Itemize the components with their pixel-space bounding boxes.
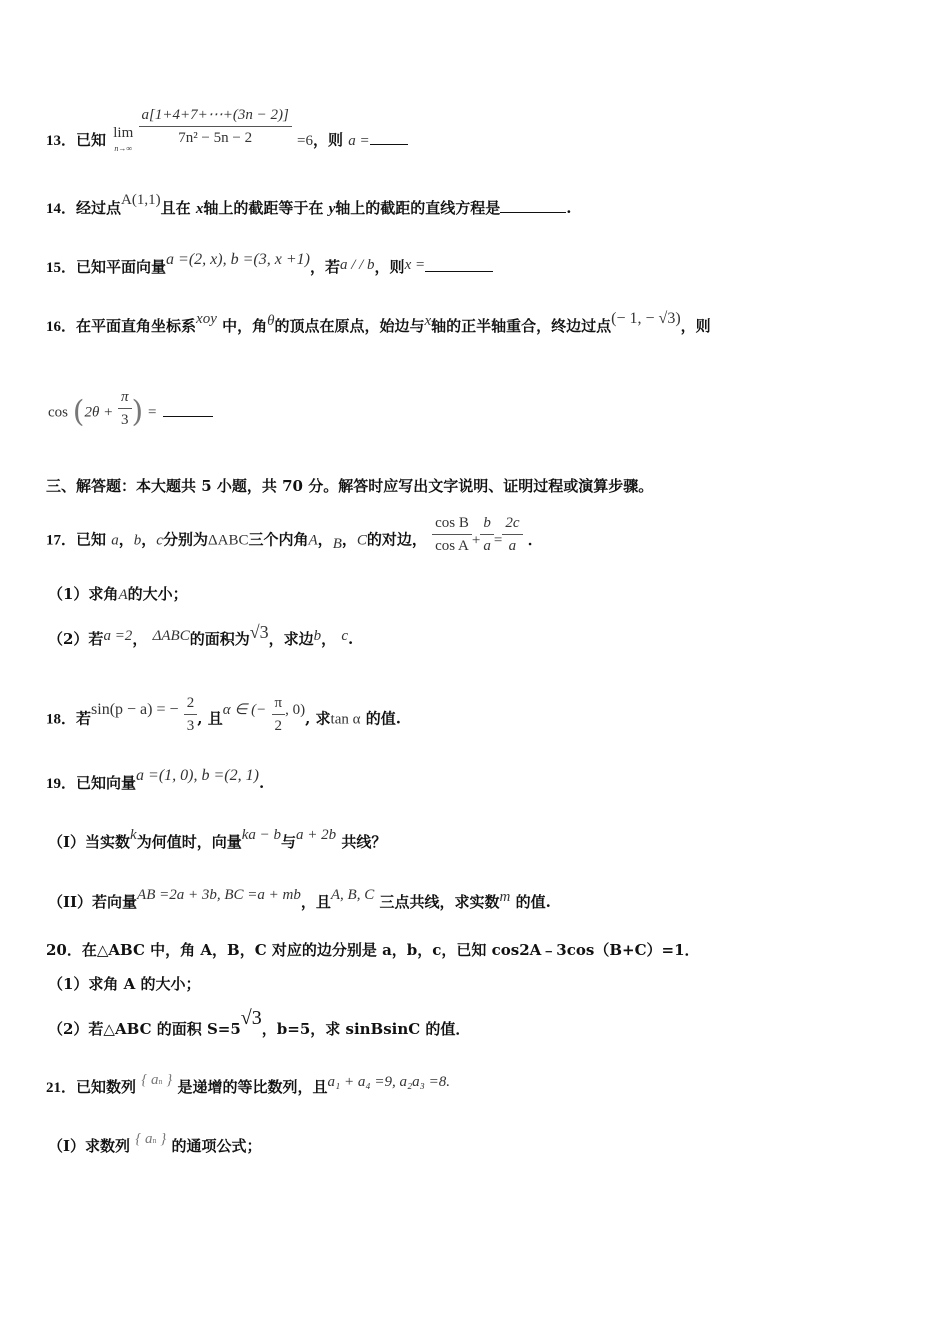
part-text: 的通项公式； <box>171 1137 262 1155</box>
fraction-numerator: π <box>121 389 129 405</box>
side-c: c <box>156 532 163 549</box>
fraction-numerator: a[1+4+7+⋯+(3n − 2)] <box>141 106 289 123</box>
q17-part2 <box>48 622 354 650</box>
part-label: （2）若 <box>48 630 104 648</box>
question-19 <box>46 767 265 794</box>
part-text: ，求边 <box>268 630 314 648</box>
q16-text: 轴的正半轴重合，终边过点 <box>431 317 612 335</box>
fraction-numerator: b <box>483 515 491 531</box>
part-text: ，且 <box>300 893 331 911</box>
q16-text: 中，角 <box>216 317 268 335</box>
part-text: 的值. <box>515 893 551 911</box>
fraction-denominator: 3 <box>118 408 132 431</box>
limit-value: =6 <box>297 133 313 149</box>
answer-blank[interactable] <box>163 403 213 417</box>
answer-blank[interactable] <box>500 199 566 213</box>
part-text: 的大小； <box>127 585 188 603</box>
part-text: 的面积为 <box>189 630 250 648</box>
side-b: b <box>313 628 322 644</box>
q17-period: ． <box>527 530 543 549</box>
b-over-a-fraction <box>480 512 494 557</box>
vector-defs: a =(1, 0), b =(2, 1) <box>136 767 259 784</box>
section-title: 三、解答题：本大题共 5 小题，共 70 分。解答时应写出文字说明、证明过程或演算步骤。 <box>46 477 654 495</box>
question-16 <box>46 310 711 337</box>
answer-blank[interactable] <box>425 258 493 272</box>
q19-part2 <box>48 887 551 913</box>
part-text: . <box>348 630 354 648</box>
q19-part1 <box>48 827 387 853</box>
q16-text: ，则 <box>680 317 711 335</box>
part-text: （1）求角 A 的大小； <box>48 975 201 993</box>
q16-text: 的顶点在原点，始边与 <box>274 317 425 335</box>
limit-operator: lim n→∞ <box>113 125 134 153</box>
fraction-numerator: 2c <box>505 515 520 531</box>
question-21 <box>46 1072 450 1100</box>
question-number: 21． <box>46 1080 77 1096</box>
q14-text: 经过点 <box>76 199 122 217</box>
fraction-denominator: 3 <box>184 714 198 737</box>
part-label: （1）求角 <box>48 585 119 603</box>
q19-period: . <box>258 774 265 792</box>
sqrt-three: √3 <box>240 1007 262 1029</box>
sequence-an: { an } <box>135 1131 167 1147</box>
section-heading <box>46 476 653 496</box>
expr-inner: 2θ + <box>84 404 114 421</box>
fraction-denominator: 2 <box>272 714 286 737</box>
part-label: （I）当实数 <box>48 833 131 851</box>
parallel-condition: a / / b <box>339 257 375 273</box>
sequence-condition: a₁ + a₄ =9, a₂a₃ =8. <box>327 1074 450 1090</box>
part-text: （2）若△ABC 的面积 S=5 <box>48 1020 241 1038</box>
vector-ka-minus-b: ka − b <box>241 827 281 843</box>
sequence-an: { an } <box>141 1072 173 1088</box>
q18-text: 的值. <box>365 709 401 728</box>
part-text: 与 <box>281 833 297 851</box>
question-text: 20．在△ABC 中，角 A，B，C 对应的边分别是 a，b，c，已知 cos2A﹣3cos（B+C）=1． <box>46 941 700 959</box>
q20-part1 <box>48 974 201 994</box>
angle-a: A <box>118 587 128 603</box>
question-number: 13． <box>46 133 77 149</box>
question-number: 18． <box>46 711 77 728</box>
area-value: √3 <box>249 622 269 642</box>
given-a: a =2 <box>103 628 133 644</box>
question-number: 14． <box>46 201 77 217</box>
q13-variable: a = <box>348 133 370 149</box>
vector-a-plus-2b: a + 2b <box>296 827 337 843</box>
q20-part2 <box>48 1007 471 1039</box>
part-text: ， <box>321 630 337 648</box>
fraction-numerator: cos B <box>435 515 469 531</box>
cos-ratio-fraction <box>432 512 472 557</box>
fraction-denominator: cos A <box>432 534 472 557</box>
limit-fraction <box>139 104 292 149</box>
q21-text: 是递增的等比数列，且 <box>177 1078 328 1096</box>
q15-text: ，若 <box>309 258 340 276</box>
q17-part1 <box>48 584 188 605</box>
part-label: （Ⅰ）求数列 <box>48 1137 131 1155</box>
points-abc: A, B, C <box>330 887 375 903</box>
q18-text: , 求 <box>305 709 331 728</box>
q16-expression <box>48 389 213 431</box>
variable-m: m <box>499 889 511 905</box>
angle-a: A <box>308 532 318 549</box>
fraction-denominator: 7n² − 5n − 2 <box>139 126 292 149</box>
part-text: ，b=5，求 sinBsinC 的值． <box>261 1020 471 1038</box>
q15-text: 已知平面向量 <box>76 258 167 276</box>
question-number: 19． <box>46 776 77 792</box>
q17-text: 分别为 <box>162 530 208 549</box>
triangle-abc: ΔABC <box>207 532 249 549</box>
x-axis-var: x <box>195 201 204 217</box>
y-axis-var: y <box>328 201 336 217</box>
2c-over-a-fraction <box>502 512 522 557</box>
coordinate-system: xoy <box>196 311 217 327</box>
fraction-numerator: 2 <box>186 695 195 711</box>
variable-k: k <box>130 827 137 843</box>
point-a: A(1,1) <box>121 192 161 208</box>
sine-expression: sin(p − a) = − <box>91 700 179 718</box>
angle-theta: θ <box>267 313 275 329</box>
angle-c: C <box>356 532 367 549</box>
question-18 <box>46 695 401 737</box>
q13-then: ，则 <box>313 131 344 149</box>
q14-text: 轴上的截距等于在 <box>203 199 324 217</box>
q21-text: 已知数列 <box>76 1078 137 1096</box>
side-c: c <box>341 628 349 644</box>
x-axis-var: x <box>424 313 432 329</box>
q17-text: 三个内角 <box>248 530 309 549</box>
question-17: 17．已知 a，b，c分别为ΔABC三个内角A，B，C的对边， $\frac{\text{cos B}}{\text{cos A}}$ + $\frac{b}{a}$ = $\frac{2c}{a}$ ． <box>46 524 543 557</box>
side-a: a <box>111 532 119 549</box>
q14-text: 且在 <box>160 199 191 217</box>
fraction-denominator: a <box>502 534 522 557</box>
terminal-point: (− 1, − √3) <box>611 310 681 327</box>
question-number: 17． <box>46 532 77 549</box>
side-b: b <box>133 532 142 549</box>
vector-defs: a =(2, x), b =(3, x +1) <box>166 251 310 268</box>
fraction-numerator: π <box>274 695 283 711</box>
question-number: 15． <box>46 260 77 276</box>
q19-text: 已知向量 <box>76 774 137 792</box>
cos-function: cos <box>48 404 68 421</box>
equals-sign: = <box>148 404 157 421</box>
q15-variable: x = <box>404 257 426 273</box>
q18-text: 若 <box>76 709 92 728</box>
tan-alpha: tan α <box>330 711 361 728</box>
open-paren: ( <box>72 394 85 430</box>
q14-period: . <box>566 199 572 217</box>
part-label: （II）若向量 <box>48 893 138 911</box>
pi-over-two-fraction <box>272 692 286 737</box>
q15-text: ，则 <box>374 258 405 276</box>
q17-text: 的对边， <box>366 530 427 549</box>
question-number: 16． <box>46 319 77 335</box>
alpha-range: α ∈ (− <box>222 701 267 718</box>
two-thirds-fraction <box>184 692 198 737</box>
question-14 <box>46 192 572 219</box>
fraction-denominator: a <box>480 534 494 557</box>
pi-over-three <box>118 386 132 431</box>
angle-b: B <box>332 535 342 552</box>
vector-ab-bc: AB =2a + 3b, BC =a + mb <box>137 887 301 903</box>
q21-part1 <box>48 1131 262 1159</box>
question-15 <box>46 251 493 278</box>
close-paren: ) <box>131 394 144 430</box>
q16-text: 在平面直角坐标系 <box>76 317 197 335</box>
alpha-range-end: , 0) <box>285 701 306 718</box>
part-text: 共线？ <box>341 833 387 851</box>
q18-text: , 且 <box>197 709 223 728</box>
answer-blank[interactable] <box>370 131 408 145</box>
question-20 <box>46 940 700 960</box>
part-text: ， <box>132 630 148 648</box>
q13-prefix: 已知 <box>76 131 107 149</box>
triangle-abc: ΔABC <box>152 628 190 644</box>
part-text: 三点共线，求实数 <box>379 893 500 911</box>
q17-text: 已知 <box>76 530 107 549</box>
part-text: 为何值时，向量 <box>136 833 242 851</box>
q14-text: 轴上的截距的直线方程是 <box>335 199 501 217</box>
